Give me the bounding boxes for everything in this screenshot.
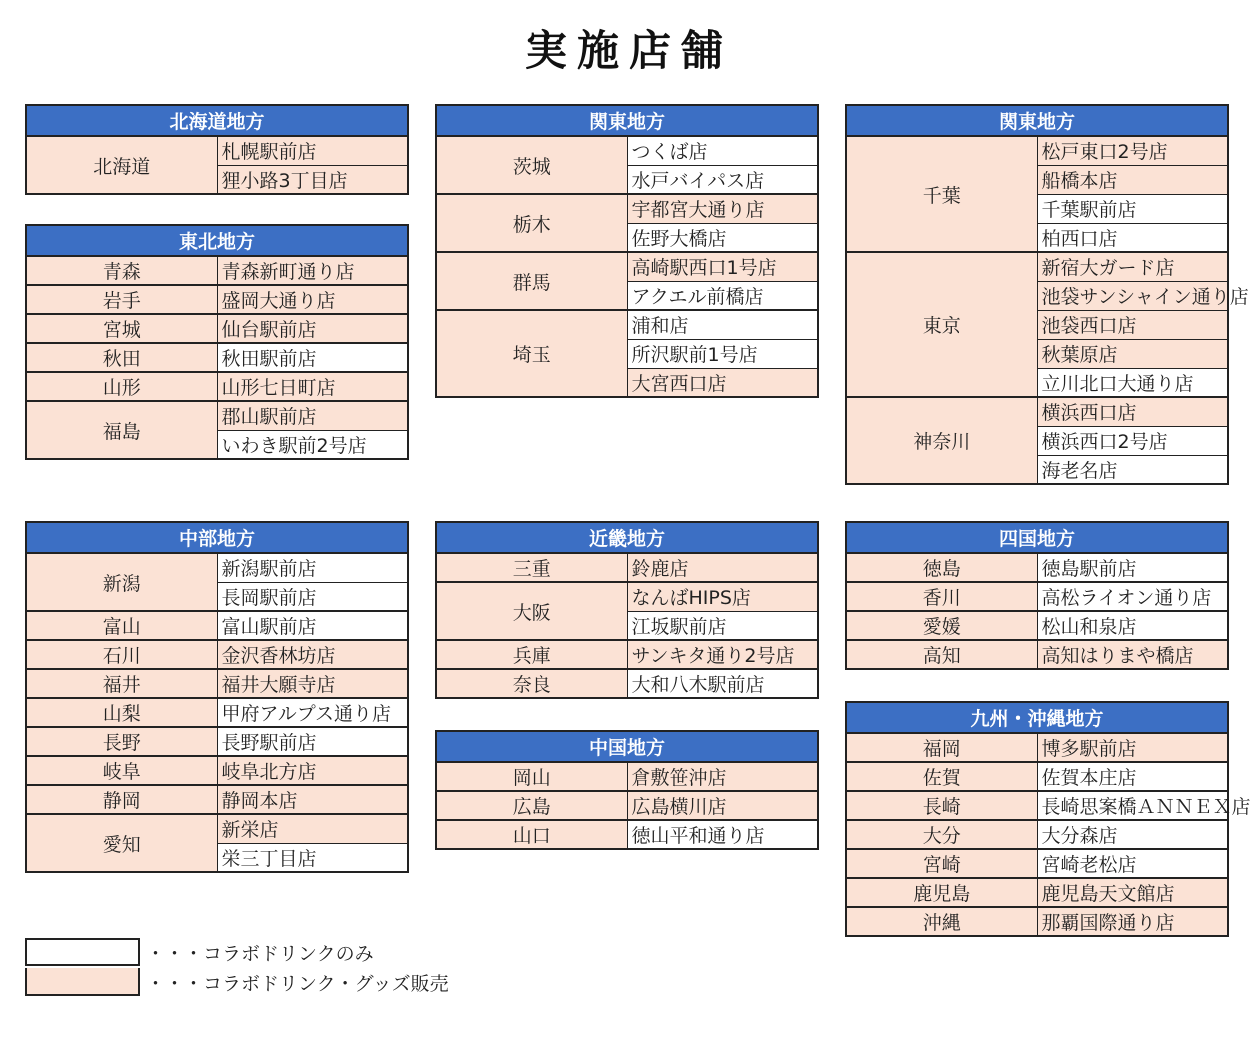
region-table-kyushu-okinawa <box>845 701 1251 937</box>
store-row <box>26 756 408 785</box>
store-cell: 鈴鹿店 <box>627 553 818 582</box>
store-cell: 松山和泉店 <box>1037 611 1228 640</box>
prefecture-cell: 北海道 <box>26 136 217 194</box>
prefecture-cell: 埼玉 <box>436 310 627 397</box>
legend-swatch-white <box>25 938 140 966</box>
store-cell: 宇都宮大通り店 <box>627 194 818 223</box>
store-cell: 金沢香林坊店 <box>217 640 408 669</box>
prefecture-cell: 千葉 <box>846 136 1037 252</box>
region-header: 北海道地方 <box>26 105 408 136</box>
region-header-row <box>846 522 1228 553</box>
prefecture-cell: 秋田 <box>26 343 217 372</box>
store-cell: 福井大願寺店 <box>217 669 408 698</box>
store-row <box>846 611 1228 640</box>
prefecture-cell: 群馬 <box>436 252 627 310</box>
store-row <box>436 582 818 611</box>
prefecture-cell: 宮城 <box>26 314 217 343</box>
store-row <box>26 314 408 343</box>
store-row <box>846 762 1228 791</box>
store-cell: 高崎駅西口1号店 <box>627 252 818 281</box>
store-row <box>846 733 1228 762</box>
store-cell: 大宮西口店 <box>627 368 818 397</box>
prefecture-cell: 栃木 <box>436 194 627 252</box>
region-header: 九州・沖縄地方 <box>846 702 1228 733</box>
store-row <box>846 397 1228 426</box>
prefecture-cell: 鹿児島 <box>846 878 1037 907</box>
prefecture-cell: 長崎 <box>846 791 1037 820</box>
region-header-row <box>26 522 408 553</box>
store-cell: 千葉駅前店 <box>1037 194 1228 223</box>
store-row <box>436 310 818 339</box>
prefecture-cell: 岡山 <box>436 762 627 791</box>
store-cell: 新宿大ガード店 <box>1037 252 1228 281</box>
prefecture-cell: 愛知 <box>26 814 217 872</box>
store-cell: 船橋本店 <box>1037 165 1228 194</box>
legend-label-drink-only: ・・・コラボドリンクのみ <box>146 942 374 965</box>
prefecture-cell: 広島 <box>436 791 627 820</box>
region-header-row <box>26 225 408 256</box>
store-row <box>26 553 408 582</box>
region-header-row <box>436 731 818 762</box>
store-cell: 仙台駅前店 <box>217 314 408 343</box>
store-row <box>846 640 1228 669</box>
prefecture-cell: 福井 <box>26 669 217 698</box>
store-cell: 長崎思案橋ＡＮＮＥＸ店 <box>1037 791 1228 820</box>
store-cell: サンキタ通り2号店 <box>627 640 818 669</box>
prefecture-cell: 新潟 <box>26 553 217 611</box>
store-cell: 徳山平和通り店 <box>627 820 818 849</box>
store-cell: 鹿児島天文館店 <box>1037 878 1228 907</box>
store-cell: 岐阜北方店 <box>217 756 408 785</box>
legend-item-drink-only <box>25 937 449 967</box>
store-cell: 新潟駅前店 <box>217 553 408 582</box>
store-row <box>26 640 408 669</box>
store-cell: いわき駅前2号店 <box>217 430 408 459</box>
store-cell: 宮崎老松店 <box>1037 849 1228 878</box>
store-cell: 佐野大橋店 <box>627 223 818 252</box>
prefecture-cell: 奈良 <box>436 669 627 698</box>
store-row <box>436 194 818 223</box>
store-cell: 浦和店 <box>627 310 818 339</box>
prefecture-cell: 山口 <box>436 820 627 849</box>
store-cell: 狸小路3丁目店 <box>217 165 408 194</box>
store-row <box>846 791 1228 820</box>
prefecture-cell: 石川 <box>26 640 217 669</box>
region-table-kanto-2 <box>845 104 1249 485</box>
store-cell: 甲府アルプス通り店 <box>217 698 408 727</box>
store-cell: なんばHIPS店 <box>627 582 818 611</box>
store-cell: 横浜西口2号店 <box>1037 426 1228 455</box>
region-table-chubu <box>25 521 409 873</box>
prefecture-cell: 青森 <box>26 256 217 285</box>
store-cell: アクエル前橋店 <box>627 281 818 310</box>
store-cell: 新栄店 <box>217 814 408 843</box>
store-cell: 盛岡大通り店 <box>217 285 408 314</box>
region-header: 関東地方 <box>846 105 1228 136</box>
store-row <box>436 553 818 582</box>
store-row <box>436 762 818 791</box>
region-header: 中国地方 <box>436 731 818 762</box>
prefecture-cell: 高知 <box>846 640 1037 669</box>
region-header-row <box>26 105 408 136</box>
prefecture-cell: 大分 <box>846 820 1037 849</box>
prefecture-cell: 岐阜 <box>26 756 217 785</box>
store-cell: 長岡駅前店 <box>217 582 408 611</box>
store-cell: 長野駅前店 <box>217 727 408 756</box>
prefecture-cell: 福岡 <box>846 733 1037 762</box>
store-row <box>846 553 1228 582</box>
region-header: 中部地方 <box>26 522 408 553</box>
store-cell: 青森新町通り店 <box>217 256 408 285</box>
store-row <box>846 136 1228 165</box>
store-cell: 那覇国際通り店 <box>1037 907 1228 936</box>
store-row <box>26 256 408 285</box>
store-cell: 大和八木駅前店 <box>627 669 818 698</box>
store-row <box>26 611 408 640</box>
store-cell: 松戸東口2号店 <box>1037 136 1228 165</box>
store-cell: 倉敷笹沖店 <box>627 762 818 791</box>
prefecture-cell: 香川 <box>846 582 1037 611</box>
legend-label-goods: ・・・コラボドリンク・グッズ販売 <box>146 972 449 995</box>
region-header-row <box>846 702 1228 733</box>
store-row <box>846 252 1228 281</box>
prefecture-cell: 東京 <box>846 252 1037 397</box>
store-cell: つくば店 <box>627 136 818 165</box>
region-table-hokkaido <box>25 104 409 195</box>
store-cell: 池袋サンシャイン通り店 <box>1037 281 1228 310</box>
store-cell: 栄三丁目店 <box>217 843 408 872</box>
store-row <box>846 582 1228 611</box>
store-row <box>26 814 408 843</box>
store-cell: 博多駅前店 <box>1037 733 1228 762</box>
prefecture-cell: 山形 <box>26 372 217 401</box>
store-row <box>436 640 818 669</box>
region-header-row <box>436 522 818 553</box>
store-row <box>846 820 1228 849</box>
store-cell: 秋葉原店 <box>1037 339 1228 368</box>
region-header: 近畿地方 <box>436 522 818 553</box>
store-row <box>436 136 818 165</box>
store-row <box>26 698 408 727</box>
prefecture-cell: 福島 <box>26 401 217 459</box>
region-table-kanto-1 <box>435 104 819 398</box>
store-cell: 静岡本店 <box>217 785 408 814</box>
prefecture-cell: 長野 <box>26 727 217 756</box>
prefecture-cell: 静岡 <box>26 785 217 814</box>
store-cell: 広島横川店 <box>627 791 818 820</box>
prefecture-cell: 茨城 <box>436 136 627 194</box>
prefecture-cell: 佐賀 <box>846 762 1037 791</box>
prefecture-cell: 山梨 <box>26 698 217 727</box>
prefecture-cell: 愛媛 <box>846 611 1037 640</box>
legend-swatch-pink <box>25 968 140 996</box>
prefecture-cell: 沖縄 <box>846 907 1037 936</box>
store-cell: 所沢駅前1号店 <box>627 339 818 368</box>
prefecture-cell: 神奈川 <box>846 397 1037 484</box>
region-header-row <box>436 105 818 136</box>
prefecture-cell: 兵庫 <box>436 640 627 669</box>
store-cell: 江坂駅前店 <box>627 611 818 640</box>
region-header: 東北地方 <box>26 225 408 256</box>
store-cell: 高知はりまや橋店 <box>1037 640 1228 669</box>
store-cell: 札幌駅前店 <box>217 136 408 165</box>
store-cell: 水戸バイパス店 <box>627 165 818 194</box>
store-row <box>26 372 408 401</box>
store-row <box>26 727 408 756</box>
store-row <box>436 669 818 698</box>
store-row <box>436 791 818 820</box>
store-cell: 山形七日町店 <box>217 372 408 401</box>
prefecture-cell: 富山 <box>26 611 217 640</box>
prefecture-cell: 徳島 <box>846 553 1037 582</box>
store-row <box>436 252 818 281</box>
store-cell: 立川北口大通り店 <box>1037 368 1228 397</box>
store-cell: 郡山駅前店 <box>217 401 408 430</box>
prefecture-cell: 岩手 <box>26 285 217 314</box>
store-cell: 大分森店 <box>1037 820 1228 849</box>
page-title: 実施店舗 <box>524 26 733 75</box>
store-row <box>26 401 408 430</box>
store-row <box>26 343 408 372</box>
store-cell: 柏西口店 <box>1037 223 1228 252</box>
prefecture-cell: 宮崎 <box>846 849 1037 878</box>
store-row <box>26 669 408 698</box>
store-cell: 池袋西口店 <box>1037 310 1228 339</box>
region-header: 関東地方 <box>436 105 818 136</box>
region-table-tohoku <box>25 224 409 460</box>
region-header: 四国地方 <box>846 522 1228 553</box>
store-cell: 高松ライオン通り店 <box>1037 582 1228 611</box>
store-row <box>436 820 818 849</box>
store-row <box>846 907 1228 936</box>
store-row <box>26 136 408 165</box>
store-cell: 秋田駅前店 <box>217 343 408 372</box>
store-cell: 佐賀本庄店 <box>1037 762 1228 791</box>
store-row <box>846 849 1228 878</box>
prefecture-cell: 三重 <box>436 553 627 582</box>
store-cell: 海老名店 <box>1037 455 1228 484</box>
store-cell: 横浜西口店 <box>1037 397 1228 426</box>
region-header-row <box>846 105 1228 136</box>
legend <box>25 937 449 997</box>
legend-item-goods <box>25 967 449 997</box>
store-cell: 徳島駅前店 <box>1037 553 1228 582</box>
store-row <box>846 878 1228 907</box>
store-row <box>26 785 408 814</box>
store-row <box>26 285 408 314</box>
store-cell: 富山駅前店 <box>217 611 408 640</box>
region-table-shikoku <box>845 521 1229 670</box>
region-table-chugoku <box>435 730 819 850</box>
prefecture-cell: 大阪 <box>436 582 627 640</box>
region-table-kinki <box>435 521 819 699</box>
